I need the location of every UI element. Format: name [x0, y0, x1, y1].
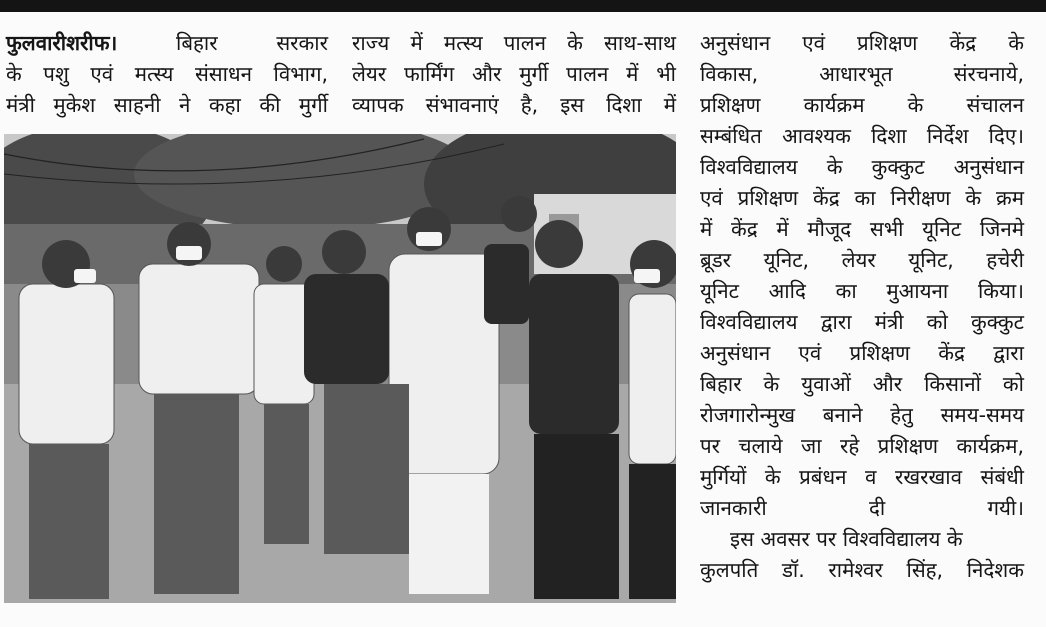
article-line: लेयर फार्मिंग और मुर्गी पालन में भी: [352, 62, 676, 86]
article-line: विश्वविद्यालय द्वारा मंत्री को कुक्कुट: [700, 310, 1024, 334]
article-line: बिहार के युवाओं और किसानों को: [700, 372, 1024, 396]
article-line: प्रशिक्षण कार्यक्रम के संचालन: [700, 93, 1024, 117]
article-line: यूनिट आदि का मुआयना किया।: [700, 279, 1024, 303]
article-line: विकास, आधारभूत संरचनाये,: [700, 62, 1024, 86]
article-line: एवं प्रशिक्षण केंद्र का निरीक्षण के क्रम: [700, 186, 1024, 210]
article-column-1: [6, 28, 328, 121]
news-photo: [4, 134, 676, 603]
article-line: अनुसंधान एवं प्रशिक्षण केंद्र द्वारा: [700, 341, 1024, 365]
article-line: में केंद्र में मौजूद सभी यूनिट जिनमे: [700, 217, 1024, 241]
article-line: इस अवसर पर विश्वविद्यालय के: [730, 527, 963, 551]
top-rule: [0, 0, 1046, 12]
article-line: सम्बंधित आवश्यक दिशा निर्देश दिए।: [700, 124, 1024, 148]
article-line: के पशु एवं मत्स्य संसाधन विभाग,: [6, 62, 328, 86]
article-line: बिहार सरकार: [176, 31, 328, 55]
article-line: राज्य में मत्स्य पालन के साथ-साथ: [352, 31, 676, 55]
article-line: अनुसंधान एवं प्रशिक्षण केंद्र के: [700, 31, 1024, 55]
article-column-3: [700, 28, 1024, 586]
dateline: फुलवारीशरीफ।: [6, 31, 118, 55]
news-photo-illustration: [4, 134, 676, 603]
article-column-2: [352, 28, 676, 121]
article-line: ब्रूडर यूनिट, लेयर यूनिट, हचेरी: [700, 248, 1024, 272]
article-line: मंत्री मुकेश साहनी ने कहा की मुर्गी: [6, 93, 328, 117]
article-line: रोजगारोन्मुख बनाने हेतु समय-समय: [700, 403, 1024, 427]
article-line: कुलपति डॉ. रामेश्वर सिंह, निदेशक: [700, 558, 1024, 582]
article-line: विश्वविद्यालय के कुक्कुट अनुसंधान: [700, 155, 1024, 179]
article-line: पर चलाये जा रहे प्रशिक्षण कार्यक्रम,: [700, 434, 1024, 458]
article-line: व्यापक संभावनाएं है, इस दिशा में: [352, 93, 676, 117]
article-line: जानकारी दी गयी।: [700, 496, 1024, 520]
article-line: मुर्गियों के प्रबंधन व रखरखाव संबंधी: [700, 465, 1024, 489]
